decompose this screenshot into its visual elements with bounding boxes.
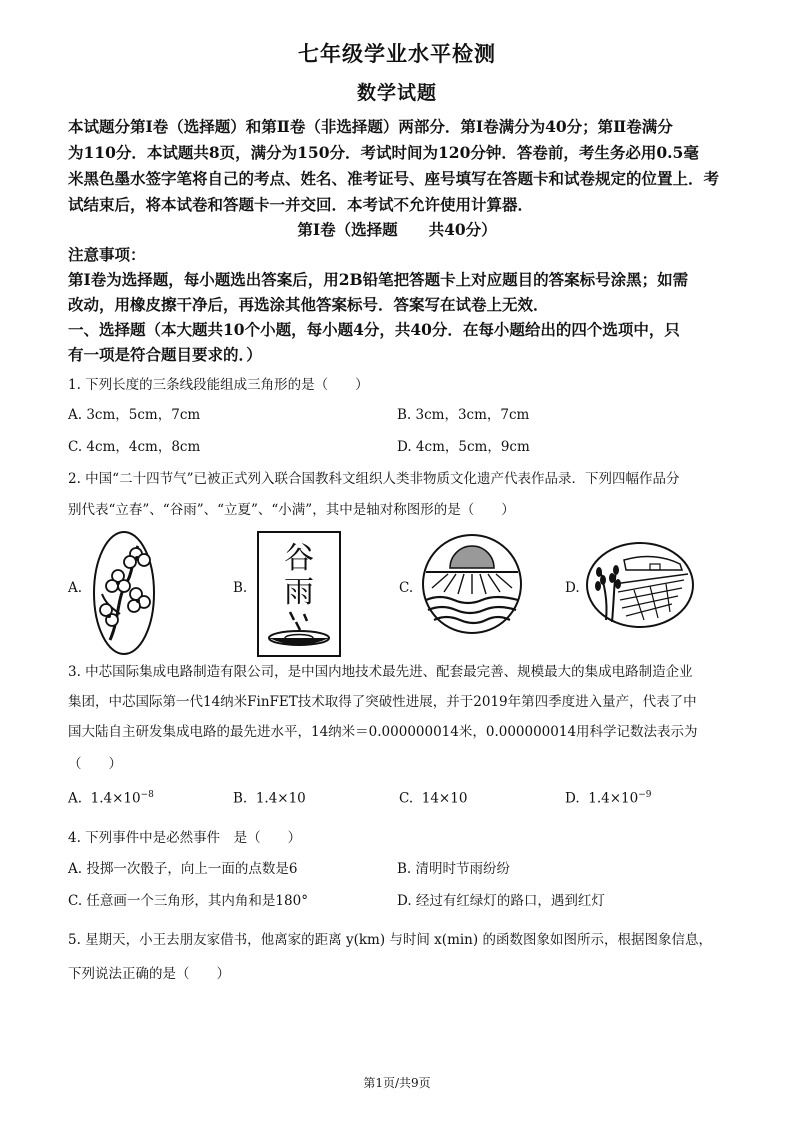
q1-option-b: B. 3cm，3cm，7cm — [397, 407, 530, 423]
q3-stem-line-3: 国大陆自主研发集成电路的最先进水平，14纳米＝0.000000014米，0.000000014用科学记数法表示为 — [68, 724, 698, 740]
q3-option-a-base: 1.4×10 — [90, 790, 141, 807]
section1-line-1: 一、选择题（本大题共10个小题，每小题4分，共40分．在每小题给出的四个选项中，只 — [68, 320, 680, 339]
part1-heading: 第Ⅰ卷（选择题 共40分） — [297, 220, 497, 239]
rain-char: 雨 — [284, 575, 314, 610]
q3-option-d-base: 1.4×10 — [588, 790, 639, 807]
q3-option-d — [565, 790, 651, 807]
grain-full-figure — [584, 540, 696, 630]
q2-label-a: A. — [68, 580, 83, 596]
intro-line-1: 本试题分第Ⅰ卷（选择题）和第Ⅱ卷（非选择题）两部分．第Ⅰ卷满分为40分；第Ⅱ卷满分 — [68, 117, 673, 136]
q4-stem: 4. 下列事件中是必然事件 是（ ） — [68, 830, 302, 846]
q3-stem-line-4: （ ） — [68, 756, 122, 772]
q5-stem-line-1: 5. 星期天，小王去朋友家借书，他离家的距离 y(km) 与时间 x(min) 的函数图象如图所示，根据图象信息， — [68, 932, 712, 948]
q3-option-a — [68, 790, 154, 807]
q4-option-a: A. 投掷一次骰子，向上一面的点数是6 — [68, 861, 298, 877]
intro-line-2: 为110分．本试题共8页，满分为150分．考试时间为120分钟．答卷前，考生务必用0.5毫 — [68, 143, 699, 162]
q3-option-b — [233, 790, 306, 807]
intro-line-3: 米黑色墨水签字笔将自己的考点、姓名、准考证号、座号填写在答题卡和试卷规定的位置上．考 — [68, 169, 720, 188]
q4-option-b: B. 清明时节雨纷纷 — [397, 861, 511, 877]
q3-option-c-base: 14×10 — [421, 790, 468, 807]
q1-stem: 1. 下列长度的三条线段能组成三角形的是（ ） — [68, 377, 369, 393]
q3-option-d-exp: −9 — [638, 790, 652, 800]
q3-option-c — [399, 790, 467, 807]
page-footer: 第1页/共9页 — [363, 1076, 431, 1090]
notice-line-2: 改动，用橡皮擦干净后，再选涂其他答案标号．答案写在试卷上无效． — [68, 295, 549, 314]
grain-rain-figure — [256, 530, 342, 658]
q2-stem-line-2: 别代表“立春”、“谷雨”、“立夏”、“小满”，其中是轴对称图形的是（ ） — [68, 502, 515, 518]
section1-line-2: 有一项是符合题目要求的．） — [68, 345, 262, 364]
q3-option-c-label: C. — [399, 790, 414, 807]
q2-label-c: C. — [399, 580, 414, 596]
page-subtitle: 数学试题 — [356, 82, 437, 104]
grain-char: 谷 — [284, 541, 314, 576]
q3-option-b-label: B. — [233, 790, 248, 807]
q3-option-a-exp: −8 — [140, 790, 154, 800]
q1-option-d: D. 4cm，5cm，9cm — [397, 439, 530, 455]
q2-label-b: B. — [233, 580, 248, 596]
notice-line-1: 第Ⅰ卷为选择题，每小题选出答案后，用2B铅笔把答题卡上对应题目的答案标号涂黑；如需 — [68, 270, 689, 289]
q5-stem-line-2: 下列说法正确的是（ ） — [68, 966, 230, 982]
q3-stem-line-1: 3. 中芯国际集成电路制造有限公司，是中国内地技术最先进、配套最完善、规模最大的集成电路制造企业 — [68, 664, 693, 680]
q4-option-d: D. 经过有红绿灯的路口，遇到红灯 — [397, 893, 605, 909]
q3-option-a-label: A. — [68, 790, 83, 807]
q2-stem-line-1: 2. 中国“二十四节气”已被正式列入联合国教科文组织人类非物质文化遗产代表作品录．下列四幅作品分 — [68, 471, 680, 487]
page-title: 七年级学业水平检测 — [298, 41, 496, 66]
q4-option-c: C. 任意画一个三角形，其内角和是180° — [68, 893, 308, 909]
q3-option-d-label: D. — [565, 790, 580, 807]
q1-option-a: A. 3cm，5cm，7cm — [68, 407, 201, 423]
intro-line-4: 试结束后，将本试卷和答题卡一并交回．本考试不允许使用计算器． — [68, 195, 534, 214]
q1-option-c: C. 4cm，4cm，8cm — [68, 439, 201, 455]
q3-option-b-base: 1.4×10 — [255, 790, 306, 807]
q3-stem-line-2: 集团，中芯国际第一代14纳米FinFET技术取得了突破性进展，并于2019年第四季度进入量产，代表了中 — [68, 694, 697, 710]
plum-blossom-figure — [90, 528, 158, 658]
summer-sun-figure — [420, 532, 524, 636]
notice-label: 注意事项： — [68, 245, 146, 264]
q2-label-d: D. — [565, 580, 580, 596]
